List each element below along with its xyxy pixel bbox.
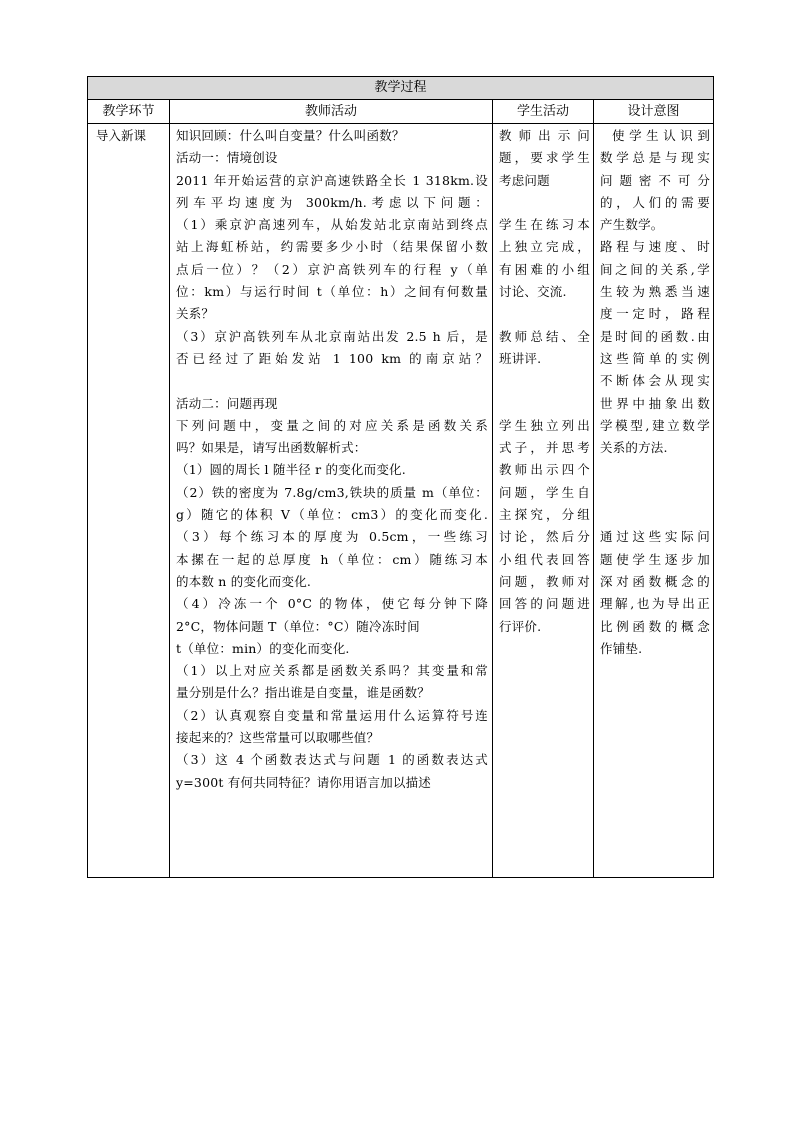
student-activity-text bbox=[493, 124, 593, 638]
student-line: 学生在练习本 bbox=[499, 217, 590, 233]
header-design-intent: 设计意图 bbox=[594, 100, 714, 124]
intent-line: 通过这些实际问 bbox=[600, 529, 711, 545]
student-line: 式子，并思考 bbox=[499, 440, 590, 456]
intent-line: 数学总是与现实 bbox=[600, 150, 711, 166]
teacher-line: 量分别是什么？指出谁是自变量，谁是函数？ bbox=[176, 685, 431, 701]
student-line: 教师总结、全 bbox=[499, 328, 590, 344]
student-line: 讨论、交流. bbox=[499, 284, 567, 300]
intent-line bbox=[600, 459, 710, 481]
student-line: 有困难的小组 bbox=[499, 261, 590, 277]
intent-line: 深对函数概念的 bbox=[600, 573, 711, 589]
student-line: 问题，学生自 bbox=[499, 484, 590, 500]
intent-line: 比例函数的概念 bbox=[600, 618, 711, 634]
teacher-line: 关系？ bbox=[176, 306, 215, 322]
teacher-line: （3）京沪高铁列车从北京南站出发 2.5 h 后，是 bbox=[176, 328, 488, 344]
teacher-line: 吗？如果是，请写出函数解析式： bbox=[176, 440, 367, 456]
teacher-line: （1）以上对应关系都是函数关系吗？其变量和常 bbox=[176, 663, 488, 679]
student-line: 行评价. bbox=[499, 618, 542, 634]
teacher-line: 站上海虹桥站，约需要多少小时（结果保留小数 bbox=[176, 239, 488, 255]
student-line: 回答的问题进 bbox=[499, 596, 590, 612]
intent-line: 题使学生逐步加 bbox=[600, 551, 711, 567]
student-line bbox=[499, 370, 590, 392]
teacher-line: （3）这 4 个函数表达式与问题 1 的函数表达式 bbox=[176, 752, 488, 768]
student-line: 题，要求学生 bbox=[499, 150, 590, 166]
stage-cell bbox=[88, 124, 170, 878]
intent-line: 是时间的函数.由 bbox=[600, 328, 711, 344]
teacher-line: 2011 年开始运营的京沪高速铁路全长 1 318km.设 bbox=[176, 172, 488, 188]
design-intent-text bbox=[594, 124, 713, 660]
teacher-line: （4）冷冻一个 0°C 的物体，使它每分钟下降 bbox=[176, 596, 488, 612]
intent-line: 路程与速度、时 bbox=[600, 239, 711, 255]
header-stage: 教学环节 bbox=[88, 100, 170, 124]
intent-line: 不断体会从现实 bbox=[600, 373, 711, 389]
design-intent-cell bbox=[594, 124, 714, 878]
intent-line: 理解,也为导出正 bbox=[600, 596, 711, 612]
teacher-line: 列车平均速度为 300km/h.考虑以下问题： bbox=[176, 194, 488, 210]
intent-line: 问题密不可分 bbox=[600, 172, 711, 188]
intent-line: 这些简单的实例 bbox=[600, 350, 711, 366]
teacher-line: 否已经过了距始发站 1 100 km 的南京站？ bbox=[176, 350, 488, 366]
student-line bbox=[499, 303, 590, 325]
student-line: 上独立完成， bbox=[499, 239, 590, 255]
intent-line: 学模型,建立数学 bbox=[600, 417, 711, 433]
stage-label: 导入新课 bbox=[96, 128, 147, 143]
teacher-line: 活动二：问题再现 bbox=[176, 395, 278, 411]
intent-line: 作铺垫. bbox=[600, 640, 643, 656]
teacher-line bbox=[176, 370, 488, 392]
student-line: 班讲评. bbox=[499, 350, 542, 366]
teacher-line: 点后一位）？（2）京沪高铁列车的行程 y（单 bbox=[176, 261, 488, 277]
student-line: 讨论，然后分 bbox=[499, 529, 590, 545]
student-line: 教师出示问 bbox=[499, 128, 590, 143]
teacher-line: g）随它的体积 V（单位：cm3）的变化而变化. bbox=[176, 507, 488, 523]
teacher-line: 接起来的？这些常量可以取哪些值？ bbox=[176, 730, 380, 746]
teacher-line: 下列问题中，变量之间的对应关系是函数关系 bbox=[176, 417, 488, 433]
student-activity-cell bbox=[493, 124, 594, 878]
intent-line: 生较为熟悉当速 bbox=[600, 284, 711, 300]
teacher-line: （1）圆的周长 l 随半径 r 的变化而变化. bbox=[176, 462, 406, 478]
intent-line bbox=[600, 482, 710, 504]
intent-line: 使学生认识到 bbox=[612, 128, 711, 143]
teacher-line: 2°C，物体问题 T（单位：°C）随冷冻时间 bbox=[176, 618, 420, 634]
intent-line: 产生数学。 bbox=[600, 217, 664, 233]
teacher-line: （1）乘京沪高速列车，从始发站北京南站到终点 bbox=[176, 217, 488, 233]
header-student-activity: 学生活动 bbox=[493, 100, 594, 124]
student-line: 教师出示四个 bbox=[499, 462, 590, 478]
intent-line: 间之间的关系,学 bbox=[600, 261, 711, 277]
intent-line bbox=[600, 504, 710, 526]
teacher-activity-text bbox=[170, 124, 492, 794]
teacher-line: 活动一：情境创设 bbox=[176, 150, 278, 166]
teaching-process-table bbox=[87, 76, 714, 878]
teacher-line: 位：km）与运行时间 t（单位：h）之间有何数量 bbox=[176, 284, 488, 300]
teacher-line: （3）每个练习本的厚度为 0.5cm，一些练习 bbox=[176, 529, 488, 545]
intent-line: 的，人们的需要 bbox=[600, 194, 711, 210]
intent-line: 关系的方法. bbox=[600, 440, 668, 456]
teacher-line: 的本数 n 的变化而变化. bbox=[176, 573, 312, 589]
teacher-line: （2）认真观察自变量和常量运用什么运算符号连 bbox=[176, 707, 488, 723]
teacher-line: 本摞在一起的总厚度 h（单位：cm）随练习本 bbox=[176, 551, 488, 567]
teacher-line: （2）铁的密度为 7.8g/cm3,铁块的质量 m（单位： bbox=[176, 484, 488, 500]
header-teacher-activity: 教师活动 bbox=[170, 100, 493, 124]
intent-line: 世界中抽象出数 bbox=[600, 395, 711, 411]
intent-line: 度一定时，路程 bbox=[600, 306, 711, 322]
student-line: 考虑问题 bbox=[499, 172, 550, 188]
teacher-activity-cell bbox=[170, 124, 493, 878]
student-line: 问题，教师对 bbox=[499, 573, 590, 589]
student-line bbox=[499, 393, 590, 415]
teacher-line: y=300t 有何共同特征？请你用语言加以描述 bbox=[176, 774, 431, 790]
student-line: 主探究，分组 bbox=[499, 507, 590, 523]
teacher-line: t（单位：min）的变化而变化. bbox=[176, 640, 350, 656]
teacher-line: 知识回顾：什么叫自变量？什么叫函数？ bbox=[176, 128, 405, 143]
student-line: 小组代表回答 bbox=[499, 551, 590, 567]
student-line: 学生独立列出 bbox=[499, 417, 590, 433]
table-title: 教学过程 bbox=[88, 77, 714, 100]
student-line bbox=[499, 192, 590, 214]
